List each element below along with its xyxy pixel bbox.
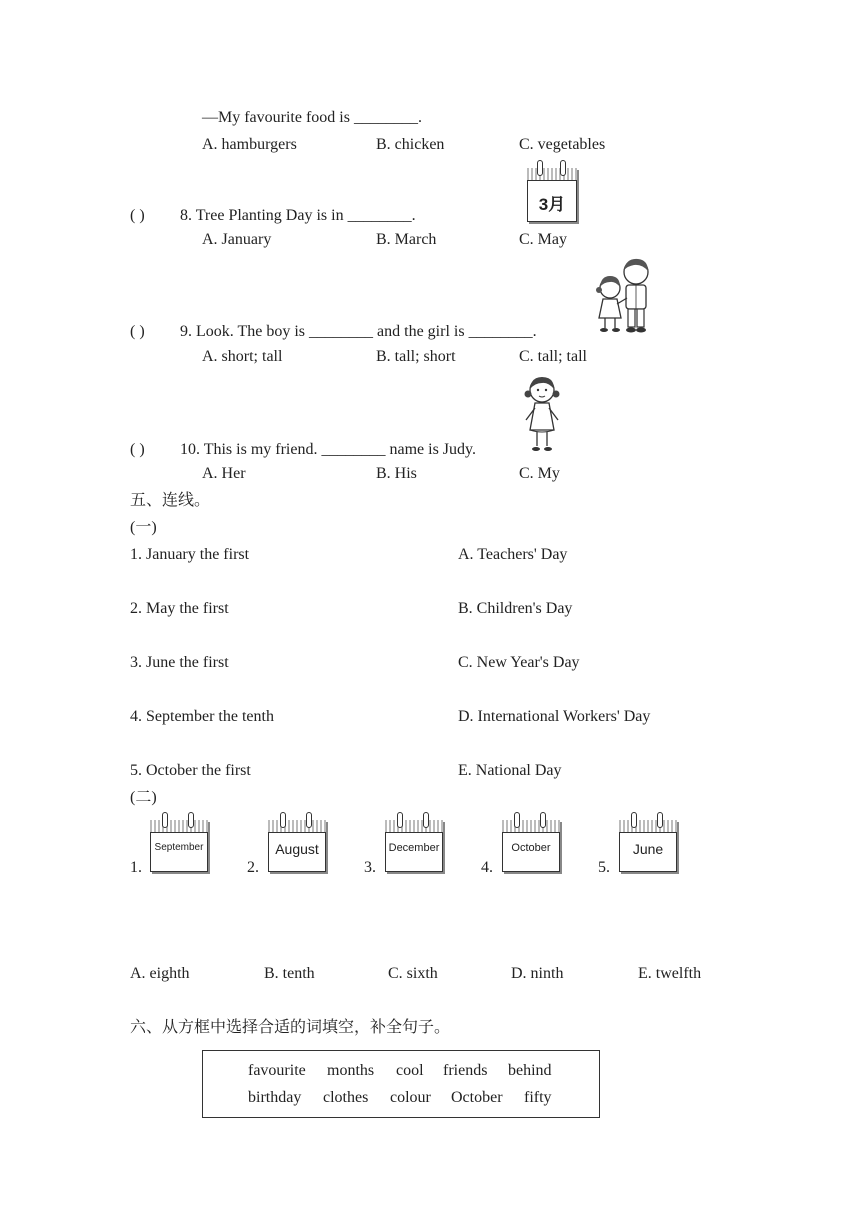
calendar-month-label: December [388, 842, 440, 854]
word-bank-word: October [451, 1089, 503, 1106]
match-right-item: E. National Day [458, 762, 562, 779]
month-calendar-image [385, 812, 443, 872]
calendar-month-label: 3月 [538, 195, 566, 214]
q7-option-c: C. vegetables [519, 136, 606, 153]
q8-stem: 8. Tree Planting Day is in ________. [180, 207, 416, 224]
q9-option-c: C. tall; tall [519, 348, 587, 365]
q10-stem: 10. This is my friend. ________ name is Judy. [180, 441, 476, 458]
q9-option-a: A. short; tall [202, 348, 283, 365]
word-bank-word: months [327, 1062, 375, 1079]
match-right-item: B. Children's Day [458, 600, 573, 617]
q10-option-b: B. His [376, 465, 417, 482]
match-right-item: C. New Year's Day [458, 654, 580, 671]
q10-answer-paren: ( ) [130, 441, 145, 458]
q10-option-a: A. Her [202, 465, 246, 482]
q7-stem: —My favourite food is ________. [202, 109, 422, 126]
girl-image [520, 372, 564, 456]
calendar-month-label: October [511, 842, 551, 854]
ordinal-option: D. ninth [511, 965, 564, 982]
section6-title: 六、从方框中选择合适的词填空，补全句子。 [130, 1019, 451, 1036]
ordinal-option: E. twelfth [638, 965, 702, 982]
word-bank-word: friends [443, 1062, 488, 1079]
section5-title: 五、连线。 [130, 492, 211, 509]
q7-option-b: B. chicken [376, 136, 445, 153]
match-left-item: 4. September the tenth [130, 708, 274, 725]
march-calendar-image [527, 160, 577, 222]
q7-option-a: A. hamburgers [202, 136, 297, 153]
q9-answer-paren: ( ) [130, 323, 145, 340]
ordinal-option: B. tenth [264, 965, 315, 982]
ordinal-option: C. sixth [388, 965, 438, 982]
ordinal-option: A. eighth [130, 965, 190, 982]
month-calendar-image [268, 812, 326, 872]
calendar-month-label: August [275, 841, 319, 857]
match-right-item: D. International Workers' Day [458, 708, 651, 725]
q10-option-c: C. My [519, 465, 560, 482]
word-bank-word: birthday [248, 1089, 302, 1106]
calendar-month-label: September [154, 842, 204, 853]
calendar-month-label: June [632, 841, 664, 857]
word-bank-word: favourite [248, 1062, 306, 1079]
calendar-number: 2. [247, 859, 259, 876]
word-bank-word: cool [396, 1062, 424, 1079]
match-left-item: 1. January the first [130, 546, 250, 563]
match-right-item: A. Teachers' Day [458, 546, 568, 563]
calendar-number: 5. [598, 859, 610, 876]
q9-option-b: B. tall; short [376, 348, 456, 365]
month-calendar-image [619, 812, 677, 872]
word-bank-word: behind [508, 1062, 552, 1079]
match-left-item: 2. May the first [130, 600, 229, 617]
calendar-number: 3. [364, 859, 376, 876]
q8-option-b: B. March [376, 231, 437, 248]
section5-part1-label: (一) [130, 519, 157, 536]
calendar-number: 1. [130, 859, 142, 876]
calendar-number: 4. [481, 859, 493, 876]
word-bank-word: clothes [323, 1089, 369, 1106]
month-calendar-image [502, 812, 560, 872]
word-bank-word: fifty [524, 1089, 552, 1106]
match-left-item: 3. June the first [130, 654, 229, 671]
q9-stem: 9. Look. The boy is ________ and the girl is ________. [180, 323, 537, 340]
q8-option-c: C. May [519, 231, 567, 248]
boy-and-girl-image [590, 254, 660, 338]
match-left-item: 5. October the first [130, 762, 251, 779]
month-calendar-image [150, 812, 208, 872]
word-bank-box [202, 1050, 600, 1118]
q8-option-a: A. January [202, 231, 272, 248]
q8-answer-paren: ( ) [130, 207, 145, 224]
section5-part2-label: (二) [130, 789, 157, 806]
word-bank-word: colour [390, 1089, 431, 1106]
